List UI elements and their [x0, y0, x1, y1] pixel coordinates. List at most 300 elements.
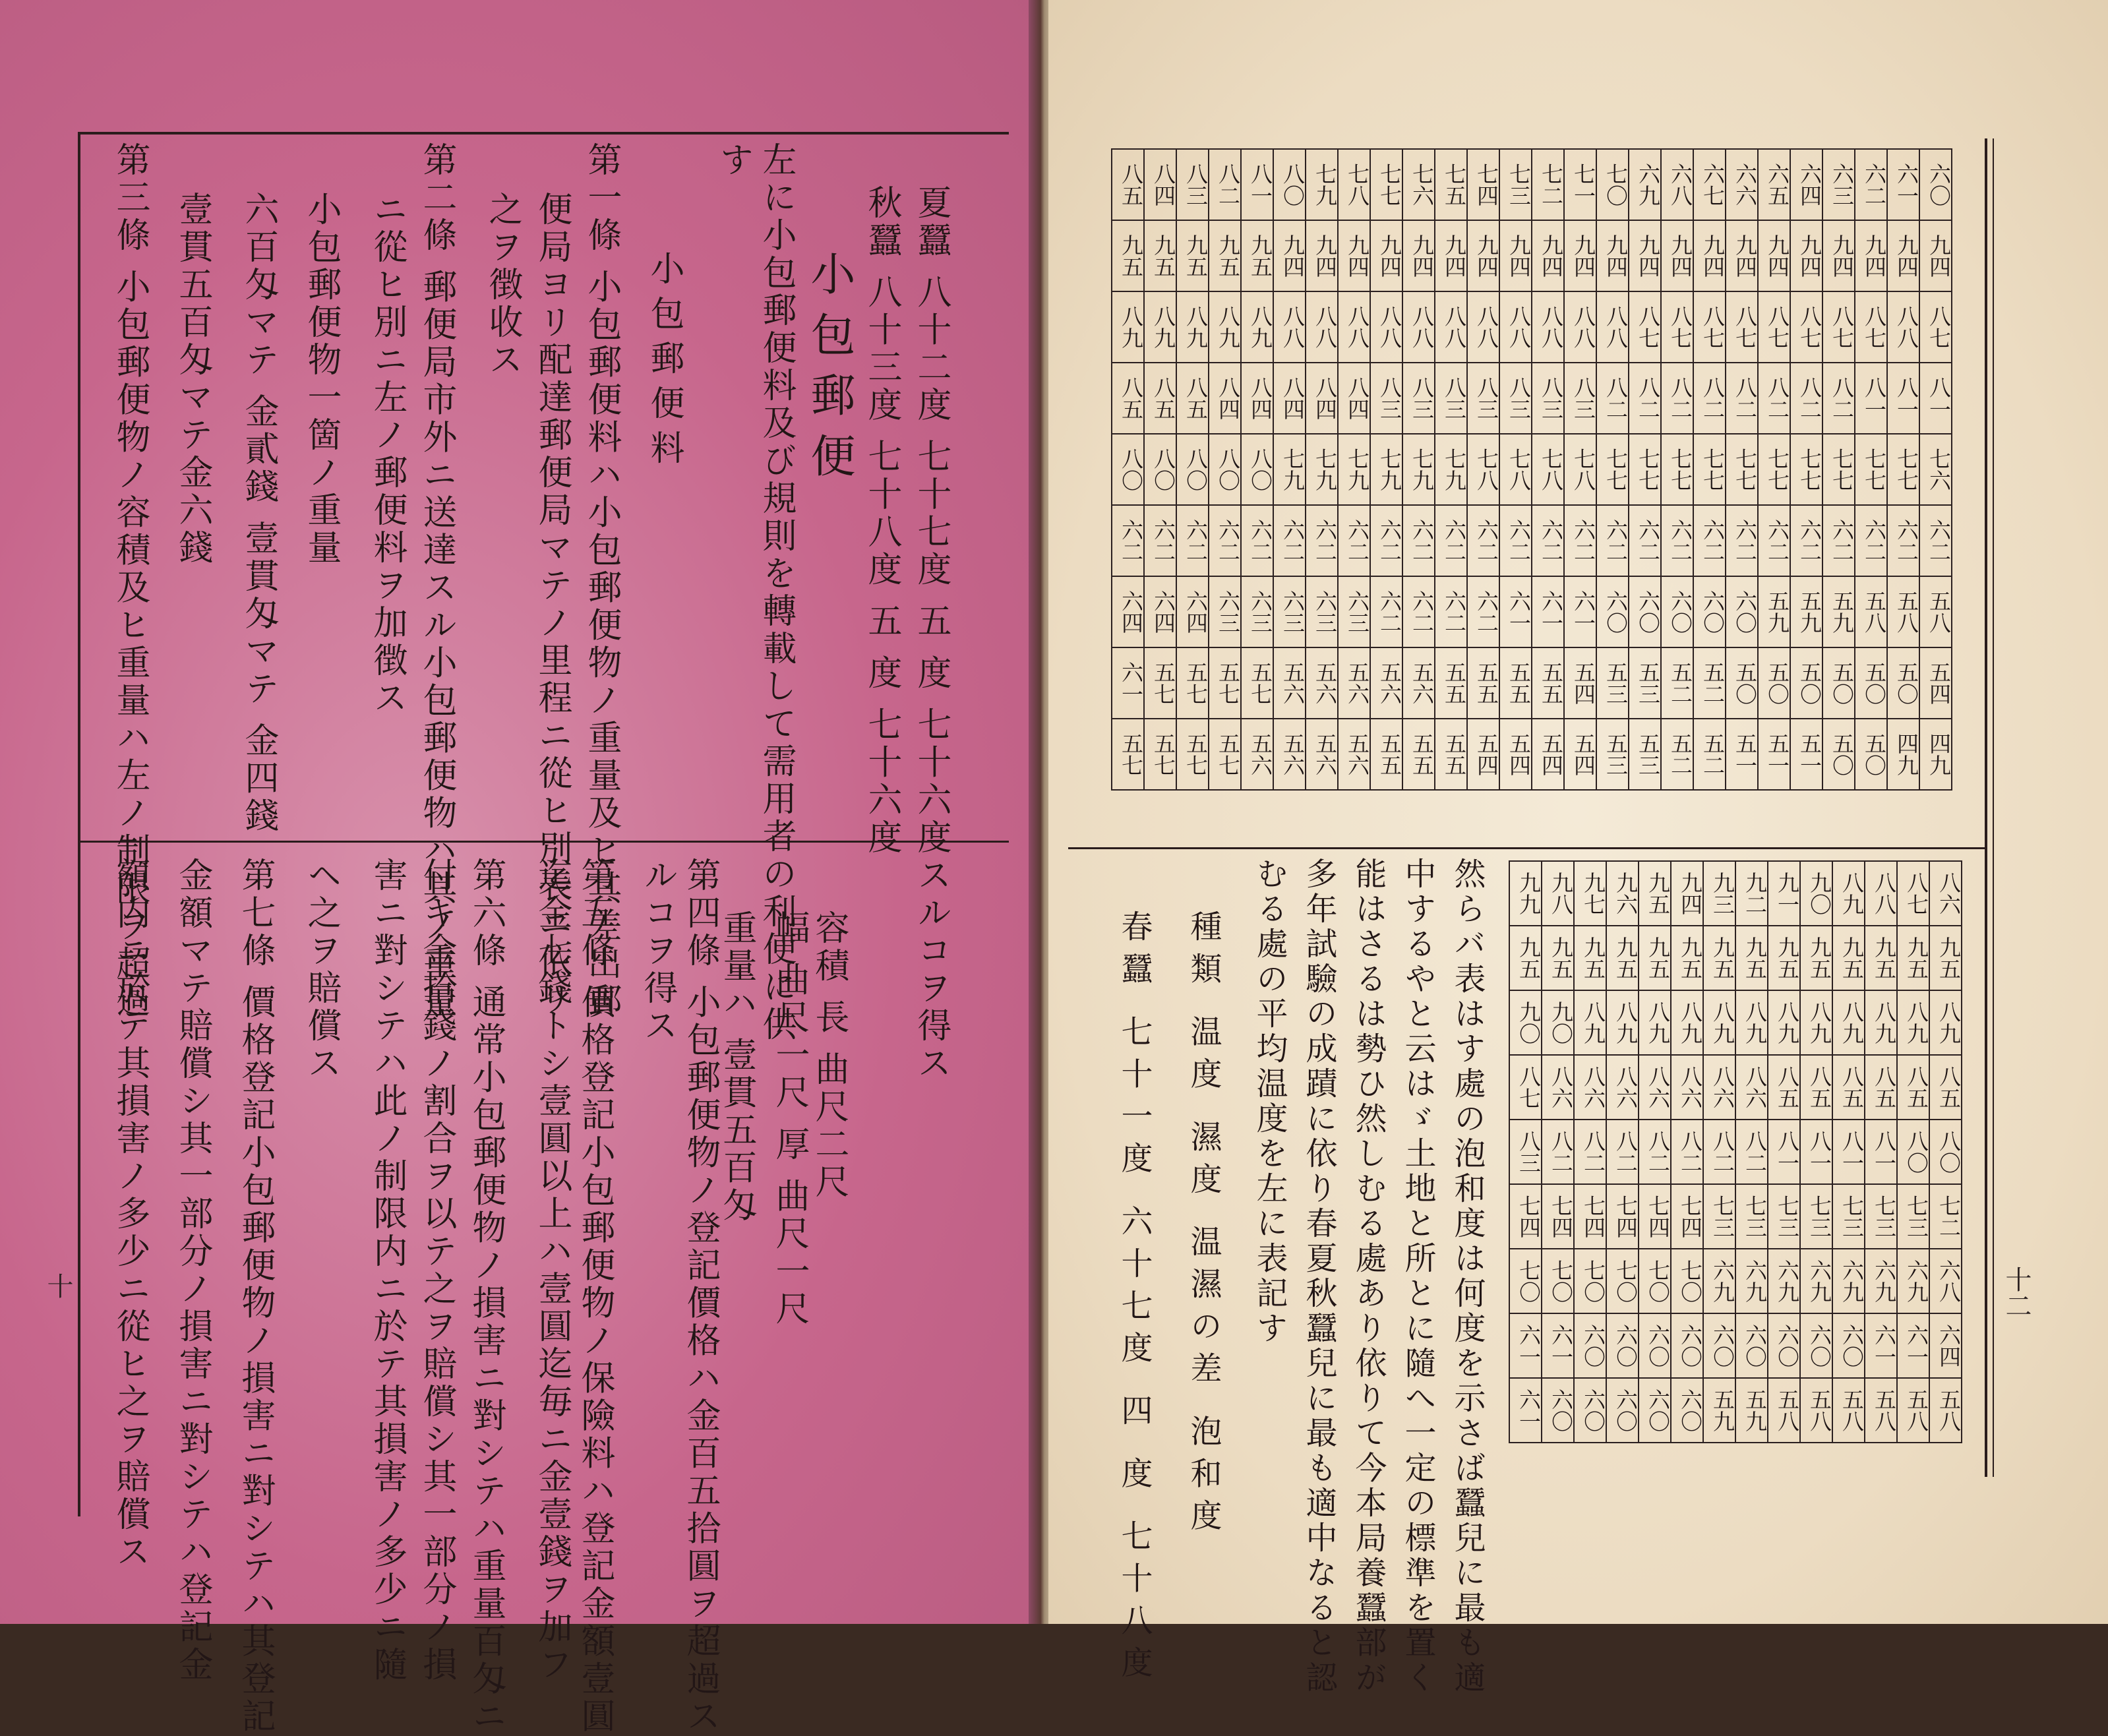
table-cell: 八四 [1338, 363, 1370, 434]
table-cell: 八六 [1542, 1055, 1574, 1120]
header-line: 秋蠶 八十三度 七十八度 五 度 七十六度 [862, 185, 901, 857]
table-cell: 九四 [1758, 220, 1790, 291]
lower-line: 額内ニ於テ其損害ノ多少ニ從ヒ之ヲ賠償ス [110, 857, 150, 1571]
table-cell: 七八 [1499, 434, 1532, 505]
table-cell: 九四 [1855, 220, 1887, 291]
table-cell: 五七 [1176, 647, 1209, 719]
left-outer-rule [78, 132, 80, 1516]
table-cell: 六二 [1758, 505, 1790, 576]
table-row [1112, 220, 1952, 291]
header-line: 夏蠶 八十二度 七十七度 五 度 七十六度 [911, 185, 951, 857]
left-page-number: 十 [43, 1272, 73, 1299]
table-cell: 六八 [1929, 1249, 1962, 1313]
table-cell: 八一 [1887, 363, 1919, 434]
table-cell: 九五 [1509, 926, 1542, 990]
table-row [1509, 1313, 1962, 1378]
table-cell: 九四 [1887, 220, 1919, 291]
table-cell: 五七 [1209, 719, 1241, 790]
table-cell: 六〇 [1606, 1378, 1639, 1443]
table-cell: 六二 [1144, 505, 1176, 576]
table-cell: 八三 [1499, 363, 1532, 434]
table-cell: 五〇 [1887, 647, 1919, 719]
table-cell: 八一 [1768, 1120, 1800, 1184]
table-cell: 八七 [1758, 291, 1790, 363]
table-cell: 八七 [1726, 291, 1758, 363]
table-cell: 六〇 [1832, 1313, 1865, 1378]
table-cell: 五九 [1735, 1378, 1768, 1443]
table-cell: 八二 [1822, 363, 1855, 434]
table-cell: 七七 [1370, 149, 1402, 220]
table-cell: 五五 [1402, 719, 1435, 790]
table-cell: 八〇 [1897, 1120, 1929, 1184]
table-cell: 七九 [1306, 434, 1338, 505]
table-cell: 五四 [1499, 719, 1532, 790]
table-cell: 六一 [1532, 576, 1564, 647]
table-cell: 六五 [1758, 149, 1790, 220]
lower-table [1509, 860, 1962, 1443]
table-cell: 七七 [1629, 434, 1661, 505]
table-cell: 五二 [1661, 647, 1693, 719]
table-cell: 六二 [1919, 505, 1952, 576]
upper-line: 之ヲ徴收ス [483, 191, 522, 379]
table-cell: 八七 [1897, 861, 1929, 926]
table-cell: 六二 [1467, 505, 1499, 576]
table-cell: 八八 [1887, 291, 1919, 363]
table-cell: 八九 [1897, 990, 1929, 1055]
table-row [1112, 719, 1952, 790]
lower-line: 迄金七錢トシ壹圓以上ハ壹圓迄毎ニ金壹錢ヲ加フ [532, 857, 572, 1684]
table-cell: 五五 [1467, 647, 1499, 719]
table-cell: 九四 [1306, 220, 1338, 291]
table-cell: 七九 [1370, 434, 1402, 505]
table-cell: 五五 [1435, 647, 1467, 719]
table-cell: 九五 [1929, 926, 1962, 990]
table-cell: 九四 [1435, 220, 1467, 291]
table-cell: 五六 [1273, 719, 1306, 790]
right-page [1048, 0, 2108, 1696]
table-cell: 七三 [1499, 149, 1532, 220]
table-cell: 八六 [1671, 1055, 1703, 1120]
table-cell: 六〇 [1574, 1313, 1606, 1378]
table-row [1509, 926, 1962, 990]
right-outer-rule-2 [1993, 138, 1994, 1477]
table-cell: 六二 [1693, 505, 1726, 576]
table-cell: 九五 [1176, 220, 1209, 291]
table-cell: 六三 [1822, 149, 1855, 220]
table-cell: 八二 [1758, 363, 1790, 434]
lower-line: ヘ之ヲ賠償ス [301, 857, 341, 1083]
table-cell: 五六 [1402, 647, 1435, 719]
table-cell: 八九 [1176, 291, 1209, 363]
table-cell: 九四 [1596, 220, 1629, 291]
table-cell: 九五 [1112, 220, 1144, 291]
table-row [1112, 291, 1952, 363]
table-cell: 六四 [1144, 576, 1176, 647]
table-cell: 九五 [1865, 926, 1897, 990]
table-cell: 八五 [1865, 1055, 1897, 1120]
table-cell: 七三 [1768, 1184, 1800, 1249]
table-cell: 九〇 [1542, 990, 1574, 1055]
table-cell: 七七 [1726, 434, 1758, 505]
table-cell: 六〇 [1661, 576, 1693, 647]
table-cell: 七八 [1532, 434, 1564, 505]
table-cell: 九四 [1671, 861, 1703, 926]
title-kozutsumi-yubin: 小包郵便 [803, 251, 855, 493]
table-cell: 八二 [1735, 1120, 1768, 1184]
table-cell: 八四 [1144, 149, 1176, 220]
table-cell: 七〇 [1671, 1249, 1703, 1313]
table-cell: 五八 [1865, 1378, 1897, 1443]
table-cell: 七九 [1306, 149, 1338, 220]
table-cell: 九五 [1897, 926, 1929, 990]
table-cell: 八三 [1370, 363, 1402, 434]
table-cell: 八七 [1693, 291, 1726, 363]
table-cell: 六〇 [1606, 1313, 1639, 1378]
table-cell: 八一 [1241, 149, 1273, 220]
table-cell: 八三 [1467, 363, 1499, 434]
table-cell: 七七 [1822, 434, 1855, 505]
table-cell: 八二 [1574, 1120, 1606, 1184]
table-cell: 九二 [1735, 861, 1768, 926]
table-cell: 八八 [1338, 291, 1370, 363]
lower-line: 第七條 價格登記小包郵便物ノ損害ニ對シテハ其登記 [235, 857, 275, 1736]
table-cell: 五〇 [1822, 719, 1855, 790]
table-cell: 八九 [1639, 990, 1671, 1055]
table-cell: 六〇 [1629, 576, 1661, 647]
upper-line: 壹貫五百匁マテ金六錢 [173, 191, 212, 567]
table-cell: 六四 [1112, 576, 1144, 647]
table-cell: 七五 [1435, 149, 1467, 220]
table-cell: 六二 [1790, 505, 1822, 576]
table-cell: 九五 [1671, 926, 1703, 990]
table-cell: 八六 [1574, 1055, 1606, 1120]
table-cell: 六七 [1693, 149, 1726, 220]
table-cell: 五九 [1822, 576, 1855, 647]
upper-line: 第二條 郵便局市外ニ送達スル小包郵便物ハ其ノ重量 [417, 142, 456, 1021]
table-cell: 五六 [1306, 719, 1338, 790]
subtitle: 小包郵便料 [644, 251, 684, 475]
table-cell: 六三 [1209, 576, 1241, 647]
table-cell: 五八 [1929, 1378, 1962, 1443]
table-cell: 八一 [1919, 363, 1952, 434]
table-cell: 五六 [1338, 719, 1370, 790]
table-cell: 八三 [1509, 1120, 1542, 1184]
body-line: 能はさるは勢ひ然しむる處あり依りて今本局養蠶部が [1350, 857, 1387, 1696]
table-cell: 八九 [1768, 990, 1800, 1055]
table-cell: 六九 [1800, 1249, 1832, 1313]
table-cell: 九四 [1822, 220, 1855, 291]
table-cell: 八一 [1832, 1120, 1865, 1184]
table-cell: 八一 [1800, 1120, 1832, 1184]
table-cell: 六三 [1273, 576, 1306, 647]
table-cell: 八八 [1467, 291, 1499, 363]
table-row [1112, 647, 1952, 719]
table-cell: 六二 [1370, 576, 1402, 647]
table-row [1112, 363, 1952, 434]
table-cell: 九四 [1564, 220, 1596, 291]
lower-line: 付キ金拾錢ノ割合ヲ以テ之ヲ賠償シ其一部分ノ損 [417, 857, 456, 1684]
table-cell: 八九 [1703, 990, 1735, 1055]
lower-line: 幅 曲尺一尺 厚 曲尺一尺 [769, 910, 809, 1329]
table-cell: 五四 [1532, 719, 1564, 790]
upper-table [1111, 148, 1952, 791]
table-cell: 六〇 [1639, 1313, 1671, 1378]
table-cell: 八八 [1306, 291, 1338, 363]
table-cell: 八五 [1176, 363, 1209, 434]
table-cell: 五六 [1241, 719, 1273, 790]
table-cell: 七四 [1542, 1184, 1574, 1249]
table-cell: 九四 [1726, 220, 1758, 291]
table-cell: 五七 [1209, 647, 1241, 719]
table-cell: 九五 [1144, 220, 1176, 291]
table-cell: 八〇 [1209, 434, 1241, 505]
table-cell: 七四 [1639, 1184, 1671, 1249]
table-cell: 七〇 [1639, 1249, 1671, 1313]
table-cell: 九五 [1703, 926, 1735, 990]
table-cell: 五七 [1144, 647, 1176, 719]
table-cell: 八五 [1929, 1055, 1962, 1120]
table-cell: 八九 [1832, 861, 1865, 926]
table-cell: 五五 [1370, 719, 1402, 790]
table-cell: 七七 [1887, 434, 1919, 505]
table-cell: 五三 [1596, 647, 1629, 719]
table-cell: 六二 [1435, 576, 1467, 647]
table-cell: 六二 [1855, 505, 1887, 576]
upper-line: 小包郵便物一箇ノ重量 [301, 191, 341, 567]
table-cell: 八五 [1768, 1055, 1800, 1120]
table-cell: 八八 [1532, 291, 1564, 363]
table-cell: 七〇 [1542, 1249, 1574, 1313]
table-cell: 七七 [1596, 434, 1629, 505]
table-cell: 九一 [1768, 861, 1800, 926]
table-cell: 九〇 [1509, 990, 1542, 1055]
table-cell: 九四 [1467, 220, 1499, 291]
table-cell: 七四 [1671, 1184, 1703, 1249]
table-cell: 七九 [1435, 434, 1467, 505]
table-cell: 七二 [1929, 1184, 1962, 1249]
table-cell: 六〇 [1639, 1378, 1671, 1443]
table-cell: 五二 [1693, 719, 1726, 790]
table-cell: 八九 [1606, 990, 1639, 1055]
table-cell: 九四 [1402, 220, 1435, 291]
table-cell: 五八 [1887, 576, 1919, 647]
table-cell: 八九 [1112, 291, 1144, 363]
table-cell: 六一 [1564, 576, 1596, 647]
table-cell: 六三 [1306, 576, 1338, 647]
table-cell: 五一 [1758, 719, 1790, 790]
table-cell: 八四 [1306, 363, 1338, 434]
table-cell: 八六 [1929, 861, 1962, 926]
table-cell: 九四 [1693, 220, 1726, 291]
table-cell: 八三 [1532, 363, 1564, 434]
table-cell: 八三 [1402, 363, 1435, 434]
table-cell: 七三 [1800, 1184, 1832, 1249]
table-cell: 七六 [1402, 149, 1435, 220]
table-cell: 六二 [1112, 505, 1144, 576]
table-cell: 八九 [1832, 990, 1865, 1055]
table-cell: 六九 [1768, 1249, 1800, 1313]
table-cell: 七八 [1564, 434, 1596, 505]
table-cell: 六一 [1112, 647, 1144, 719]
table-cell: 六六 [1726, 149, 1758, 220]
table-cell: 八九 [1209, 291, 1241, 363]
table-cell: 八二 [1790, 363, 1822, 434]
upper-line: 便局ヨリ配達郵便局マテノ里程ニ從ヒ別表ニ依リ [532, 191, 572, 1018]
table-cell: 八〇 [1176, 434, 1209, 505]
table-cell: 八一 [1865, 1120, 1897, 1184]
table-cell: 六二 [1629, 505, 1661, 576]
upper-line: 六百匁マテ 金貳錢 壹貫匁マテ 金四錢 [239, 191, 278, 835]
table-cell: 六二 [1822, 505, 1855, 576]
table-cell: 七七 [1758, 434, 1790, 505]
table-cell: 八九 [1800, 990, 1832, 1055]
table-cell: 五六 [1306, 647, 1338, 719]
table-cell: 五四 [1919, 647, 1952, 719]
table-cell: 七〇 [1606, 1249, 1639, 1313]
table-cell: 五一 [1790, 719, 1822, 790]
table-cell: 八九 [1574, 990, 1606, 1055]
table-cell: 五四 [1564, 647, 1596, 719]
body-line: 中するやと云はゞ土地と所とに隨へ一定の標準を置く [1399, 857, 1436, 1696]
table-cell: 七六 [1919, 434, 1952, 505]
table-cell: 九五 [1209, 220, 1241, 291]
table-cell: 六一 [1865, 1313, 1897, 1378]
table-cell: 六〇 [1574, 1378, 1606, 1443]
table-cell: 九六 [1606, 861, 1639, 926]
upper-line: ニ從ヒ別ニ左ノ郵便料ヲ加徴ス [367, 191, 407, 717]
table-cell: 六四 [1790, 149, 1822, 220]
table-cell: 六〇 [1693, 576, 1726, 647]
table-cell: 五七 [1112, 719, 1144, 790]
table-cell: 六二 [1338, 505, 1370, 576]
table-cell: 六九 [1703, 1249, 1735, 1313]
table-row [1509, 1120, 1962, 1184]
table-cell: 六四 [1929, 1313, 1962, 1378]
table-cell: 八二 [1693, 363, 1726, 434]
lower-line: 重量ハ 壹貫五百匁 [717, 910, 756, 1225]
body-line: 多年試驗の成蹟に依り春夏秋蠶兒に最も適中なると認 [1300, 857, 1337, 1696]
right-outer-rule [1985, 138, 1987, 1477]
table-cell: 七三 [1897, 1184, 1929, 1249]
table-cell: 八一 [1855, 363, 1887, 434]
table-cell: 六〇 [1735, 1313, 1768, 1378]
table-cell: 九四 [1499, 220, 1532, 291]
table-cell: 五一 [1726, 719, 1758, 790]
table-cell: 七〇 [1596, 149, 1629, 220]
table-cell: 九七 [1574, 861, 1606, 926]
spring-silkworm-row: 春蠶 七十一度 六十七度 四 度 七十八度 [1116, 910, 1153, 1689]
body-line: 然らバ表はす處の泡和度は何度を示さば蠶兒に最も適 [1449, 857, 1486, 1696]
table-cell: 五四 [1467, 719, 1499, 790]
table-cell: 七一 [1564, 149, 1596, 220]
table-cell: 五〇 [1855, 647, 1887, 719]
table-cell: 六九 [1735, 1249, 1768, 1313]
table-cell: 五八 [1855, 576, 1887, 647]
table-cell: 八二 [1596, 363, 1629, 434]
table-cell: 八二 [1726, 363, 1758, 434]
table-cell: 五三 [1596, 719, 1629, 790]
table-cell: 六〇 [1919, 149, 1952, 220]
lower-line: ルコヲ得ス [638, 857, 677, 1045]
table-cell: 七四 [1467, 149, 1499, 220]
table-cell: 六二 [1726, 505, 1758, 576]
table-row [1509, 1055, 1962, 1120]
table-cell: 六二 [1241, 505, 1273, 576]
table-cell: 八二 [1661, 363, 1693, 434]
table-cell: 五八 [1768, 1378, 1800, 1443]
table-cell: 六〇 [1671, 1313, 1703, 1378]
table-cell: 七七 [1661, 434, 1693, 505]
table-cell: 九五 [1606, 926, 1639, 990]
table-cell: 七二 [1532, 149, 1564, 220]
table-cell: 五九 [1758, 576, 1790, 647]
table-row [1509, 1249, 1962, 1313]
table-cell: 七〇 [1574, 1249, 1606, 1313]
table-cell: 五四 [1564, 719, 1596, 790]
table-cell: 五〇 [1758, 647, 1790, 719]
table-cell: 九五 [1241, 220, 1273, 291]
table-cell: 九四 [1370, 220, 1402, 291]
table-cell: 六四 [1176, 576, 1209, 647]
table-cell: 五五 [1499, 647, 1532, 719]
table-cell: 八八 [1564, 291, 1596, 363]
upper-line: 第一條 小包郵便料ハ小包郵便物ノ重量及ヒ其差出郵 [582, 142, 621, 1021]
table-cell: 九四 [1790, 220, 1822, 291]
table-cell: 六九 [1865, 1249, 1897, 1313]
lower-line: 第六條 通常小包郵便物ノ損害ニ對シテハ重量百匁ニ [466, 857, 506, 1736]
table-cell: 九四 [1532, 220, 1564, 291]
table-cell: 九五 [1574, 926, 1606, 990]
table-cell: 五七 [1241, 647, 1273, 719]
table-cell: 八〇 [1144, 434, 1176, 505]
table-cell: 六一 [1499, 576, 1532, 647]
lower-line: 第五條 價格登記小包郵便物ノ保險料ハ登記金額壹圓 [575, 857, 615, 1736]
table-row [1509, 1184, 1962, 1249]
table-cell: 九四 [1661, 220, 1693, 291]
table-cell: 八〇 [1241, 434, 1273, 505]
table-cell: 六二 [1402, 576, 1435, 647]
table-cell: 五〇 [1822, 647, 1855, 719]
table-row [1112, 576, 1952, 647]
table-cell: 八九 [1144, 291, 1176, 363]
table-cell: 八七 [1790, 291, 1822, 363]
table-cell: 五六 [1370, 647, 1402, 719]
table-cell: 八九 [1241, 291, 1273, 363]
table-cell: 九九 [1509, 861, 1542, 926]
table-cell: 九〇 [1800, 861, 1832, 926]
table-cell: 六二 [1467, 576, 1499, 647]
table-cell: 八九 [1671, 990, 1703, 1055]
table-cell: 八二 [1671, 1120, 1703, 1184]
table-cell: 九四 [1919, 220, 1952, 291]
table-cell: 七三 [1703, 1184, 1735, 1249]
table-cell: 六二 [1887, 505, 1919, 576]
table-cell: 八五 [1144, 363, 1176, 434]
table-cell: 六二 [1176, 505, 1209, 576]
table-cell: 八〇 [1112, 434, 1144, 505]
table-cell: 五七 [1176, 719, 1209, 790]
lower-line: 容積 長 曲尺二尺 [809, 910, 849, 1202]
body-line: むる處の平均温度を左に表記す [1251, 857, 1288, 1346]
table-cell: 八八 [1435, 291, 1467, 363]
table-cell: 九五 [1542, 926, 1574, 990]
table-cell: 八四 [1273, 363, 1306, 434]
table-cell: 六〇 [1768, 1313, 1800, 1378]
table-cell: 五七 [1144, 719, 1176, 790]
table-cell: 七四 [1574, 1184, 1606, 1249]
table-cell: 六一 [1887, 149, 1919, 220]
table-cell: 六九 [1629, 149, 1661, 220]
